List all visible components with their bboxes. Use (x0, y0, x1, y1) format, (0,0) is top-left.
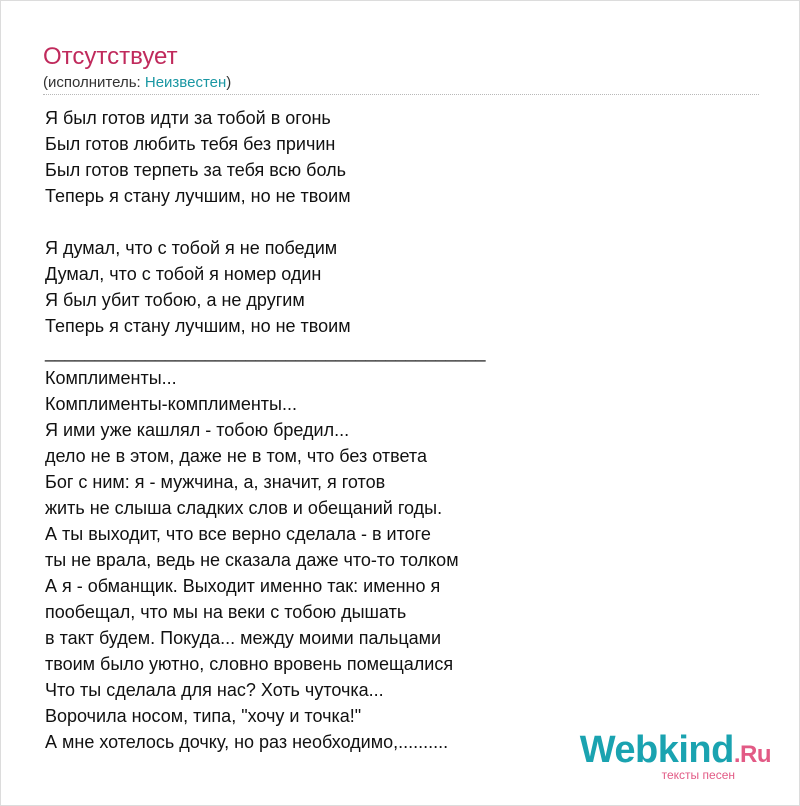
lyric-line: пообещал, что мы на веки с тобою дышать (45, 602, 407, 622)
lyrics-block (45, 105, 485, 755)
lyric-line: Ворочила носом, типа, "хочу и точка!" (45, 706, 362, 726)
lyric-separator: ____________________________________________ (45, 342, 486, 362)
dotted-divider (43, 94, 759, 95)
watermark-brand: Webkind (579, 729, 734, 771)
lyric-line: Думал, что с тобой я номер один (45, 264, 322, 284)
lyric-line: Теперь я стану лучшим, но не твоим (45, 186, 351, 206)
lyric-line: в такт будем. Покуда... между моими пальцами (45, 628, 442, 648)
lyric-line: Был готов терпеть за тебя всю боль (45, 160, 346, 180)
watermark-tagline: тексты песен (661, 768, 735, 782)
artist-suffix: ) (226, 74, 232, 91)
lyric-line: А мне хотелось дочку, но раз необходимо,.......... (45, 732, 449, 752)
lyric-line: Что ты сделала для нас? Хоть чуточка... (45, 680, 384, 700)
lyric-line: Комплименты-комплименты... (45, 394, 297, 414)
song-title: Отсутствует (43, 43, 178, 70)
lyric-line: А ты выходит, что все верно сделала - в итоге (45, 524, 431, 544)
lyric-line: Комплименты... (45, 368, 177, 388)
lyric-line: Был готов любить тебя без причин (45, 134, 336, 154)
lyric-line: дело не в этом, даже не в том, что без ответа (45, 446, 427, 466)
lyric-line: Теперь я стану лучшим, но не твоим (45, 316, 351, 336)
stanza-gap (45, 209, 485, 235)
lyric-line: твоим было уютно, словно вровень помещалися (45, 654, 454, 674)
watermark-suffix: .Ru (733, 741, 771, 768)
lyric-line: ты не врала, ведь не сказала даже что-то толком (45, 550, 459, 570)
lyric-line: Я был убит тобою, а не другим (45, 290, 305, 310)
lyric-line: Я думал, что с тобой я не победим (45, 238, 338, 258)
lyric-line: Бог с ним: я - мужчина, а, значит, я готов (45, 472, 386, 492)
artist-link[interactable]: Неизвестен (144, 74, 227, 91)
artist-prefix: (исполнитель: (43, 74, 145, 91)
lyric-line: А я - обманщик. Выходит именно так: именно я (45, 576, 441, 596)
lyric-line: жить не слыша сладких слов и обещаний годы. (45, 498, 443, 518)
lyric-line: Я ими уже кашлял - тобою бредил... (45, 420, 350, 440)
webkind-watermark (580, 730, 771, 781)
artist-line (43, 73, 231, 93)
lyric-line: Я был готов идти за тобой в огонь (45, 108, 331, 128)
